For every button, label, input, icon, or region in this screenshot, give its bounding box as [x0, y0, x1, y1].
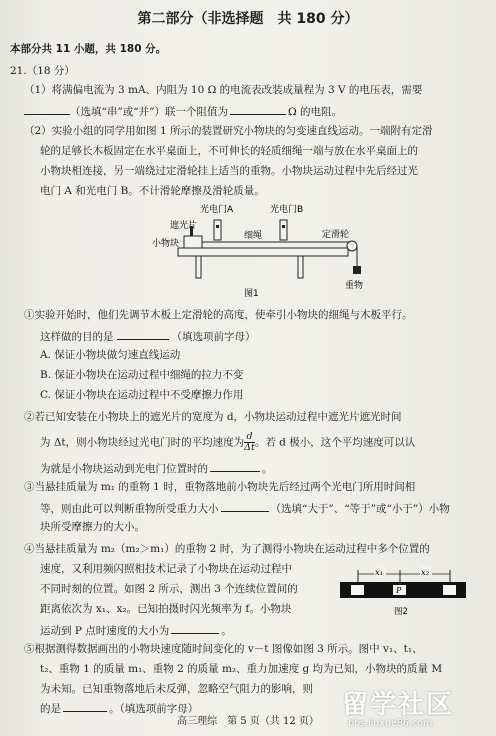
option-b: B. 保证小物块在运动过程中细绳的拉力不变 — [40, 369, 244, 381]
sub4-stem-3: 不同时刻的位置。如图 2 所示，测出 3 个连续位置间的 — [40, 583, 298, 595]
answer-blank[interactable] — [171, 622, 219, 634]
watermark-url: bbs.liuxue86.com — [348, 718, 433, 729]
q1-text: （1）将满偏电流为 3 mA、内阻为 10 Ω 的电流表改装成量程为 3 V 的电压表，需要 — [24, 84, 423, 96]
answer-blank[interactable] — [63, 700, 107, 712]
label-rope: 细绳 — [244, 231, 263, 241]
sub3-stem-3: 块所受摩擦力的大小。 — [40, 521, 145, 533]
sub2-stem-2a: 为 Δt，则小物块经过光电门时的平均速度为 — [40, 436, 245, 449]
wooden-board — [178, 248, 348, 256]
sub5-stem-3: 为未知。已知重物落地后未反弹，忽略空气阻力的影响，则 — [40, 683, 313, 695]
q1-text-2b: Ω 的电阻。 — [287, 106, 343, 118]
sub3-stem-2a: 等，则由此可以判断重物所受重力大小 — [40, 503, 219, 515]
sub2-stem: ②若已知安装在小物块上的遮光片的宽度为 d，小物块运动过程中遮光片遮光时间 — [24, 411, 402, 423]
pulley — [347, 241, 357, 251]
table-leg — [298, 256, 303, 278]
sub3-stem: ③当悬挂质量为 m₁ 的重物 1 时，重物落地前小物块先后经过两个光电门所用时间相 — [24, 481, 416, 493]
q2-intro-2: 轮的足够长木板固定在水平桌面上，不可伸长的轻质细绳一端与放在水平桌面上的 — [40, 145, 418, 157]
label-block: 小物块 — [152, 239, 180, 249]
block-position-3 — [443, 585, 456, 595]
photogate-b — [280, 220, 287, 240]
sub3-stem-2 — [40, 500, 450, 516]
sub5-stem-4b: 。（填选项前字母） — [109, 703, 199, 715]
option-a: A. 保证小物块做匀速直线运动 — [40, 349, 181, 361]
answer-blank[interactable] — [221, 500, 269, 512]
label-x1: x₁ — [375, 568, 384, 578]
table-leg — [196, 256, 201, 278]
weight — [353, 266, 361, 274]
figure-2 — [338, 562, 468, 620]
section-note: 本部分共 11 小题，共 180 分。 — [10, 43, 167, 55]
fraction — [244, 432, 255, 453]
sub1-stem-2b: （填选项前字母） — [171, 331, 256, 343]
fraction-denominator: Δt — [244, 442, 255, 453]
option-c: C. 保证小物块在运动过程中不受摩擦力作用 — [40, 389, 244, 401]
sub5-stem-2: t₂、重物 1 的质量 m₁、重物 2 的质量 m₂、重力加速度 g 均为已知，小物块的质量 M — [40, 663, 443, 675]
answer-blank[interactable] — [230, 103, 286, 115]
label-p: P — [396, 586, 402, 595]
watermark-brand: 留学社区 — [342, 690, 455, 720]
sub2-stem-2 — [40, 432, 415, 453]
q2-intro-3: 小物块相连接，另一端绕过定滑轮挂上适当的重物。小物块运动过程中先后经过光 — [40, 165, 418, 177]
small-block — [184, 236, 202, 248]
label-shading-plate: 遮光片 — [170, 221, 198, 231]
sub4-stem-5a: 运动到 P 点时速度的大小为 — [40, 625, 170, 637]
label-x2: x₂ — [421, 568, 430, 578]
sub5-stem: ⑤根据测得数据画出的小物块速度随时间变化的 v－t 图像如图 3 所示。图中 v₁、t₁、 — [24, 643, 423, 655]
sub2-stem-3 — [40, 460, 273, 476]
q2-intro: （2）实验小组的同学用如图 1 所示的装置研究小物块的匀变速直线运动。一端附有定滑 — [24, 125, 433, 137]
sub1-stem-2 — [40, 328, 256, 344]
photogate-a — [214, 220, 221, 240]
section-title: 第二部分（非选择题 共 180 分） — [137, 11, 359, 27]
sub2-stem-3b: 。 — [262, 463, 273, 475]
sub2-stem-2b: 。若 d 极小，这个平均速度可以认 — [254, 436, 416, 449]
q1-text-2 — [24, 103, 342, 119]
answer-blank[interactable] — [24, 103, 70, 115]
sub4-stem-5b: 。 — [221, 625, 232, 637]
watermark — [318, 684, 496, 736]
block-position-1 — [351, 585, 364, 595]
answer-blank[interactable] — [117, 328, 169, 340]
q2-intro-4: 电门 A 和光电门 B。不计滑轮摩擦及滑轮质量。 — [40, 185, 265, 197]
sub4-stem-2: 速度，又利用频闪照相技术记录了小物块在运动过程中 — [40, 563, 292, 575]
sub2-stem-3a: 为就是小物块运动到光电门位置时的 — [40, 463, 208, 475]
sub1-stem-2a: 这样做的目的是 — [40, 331, 114, 343]
label-pulley: 定滑轮 — [322, 230, 350, 240]
question-number: 21.（18 分） — [10, 65, 75, 77]
figure-1 — [140, 198, 380, 298]
sub3-stem-2b: （选填“大于”、“等于”或“小于”）小物 — [270, 503, 450, 515]
label-gate-b: 光电门B — [270, 205, 304, 215]
page-footer: 高三理综 第 5 页（共 12 页） — [177, 716, 319, 727]
sub5-stem-4a: 的是 — [40, 703, 61, 715]
label-weight: 重物 — [345, 281, 364, 291]
label-gate-a: 光电门A — [200, 205, 234, 215]
sub1-stem: ①实验开始时，他们先调节木板上定滑轮的高度，使牵引小物块的细绳与木板平行。 — [24, 309, 413, 321]
figure-1-caption: 图1 — [244, 289, 259, 298]
answer-blank[interactable] — [210, 460, 260, 472]
figure-2-caption: 图2 — [394, 607, 408, 617]
sub4-stem-5 — [40, 622, 232, 638]
sub4-stem: ④当悬挂质量为 m₂（m₂＞m₁）的重物 2 时，为了测得小物块在运动过程中多个位置的 — [24, 543, 430, 555]
sub4-stem-4: 距离依次为 x₁、x₂。已知拍摄时闪光频率为 f。小物块 — [40, 603, 292, 615]
fraction-numerator: d — [244, 432, 255, 443]
q1-text-2a: （选填“串”或“并”）联一个阻值为 — [70, 106, 228, 118]
